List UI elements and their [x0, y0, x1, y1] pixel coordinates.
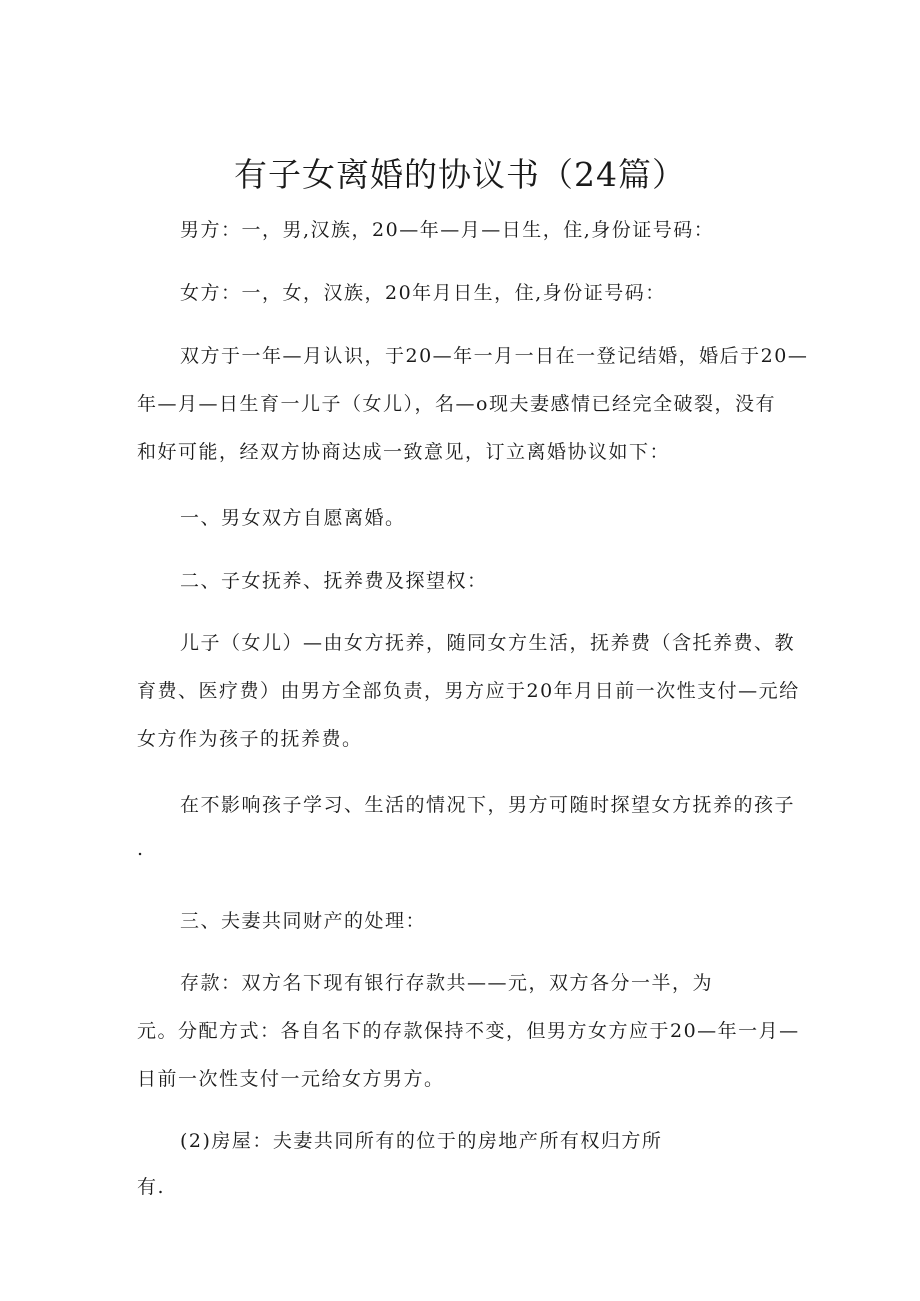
paragraph-female-party: 女方：一，女，汉族，20年月日生，住,身份证号码：: [180, 282, 666, 304]
property-line-1: (2)房屋：夫妻共同所有的位于的房地产所有权归方所: [180, 1130, 663, 1152]
custody-line-2: 育费、医疗费）由男方全部负责，男方应于20年月日前一次性支付—元给: [137, 680, 800, 702]
visitation-line-1: 在不影响孩子学习、生活的情况下，男方可随时探望女方抚养的孩子: [180, 794, 796, 816]
savings-line-3: 日前一次性支付一元给女方男方。: [137, 1068, 445, 1090]
document-title: 有子女离婚的协议书（24篇）: [234, 155, 686, 194]
savings-line-1: 存款：双方名下现有银行存款共——元，双方各分一半，为: [180, 972, 714, 994]
savings-line-2: 元。分配方式：各自名下的存款保持不变，但男方女方应于20—年一月—: [137, 1020, 800, 1042]
property-line-2: 有.: [137, 1176, 166, 1198]
paragraph-male-party: 男方：一，男,汉族，20—年—月—日生，住,身份证号码：: [180, 219, 715, 241]
custody-line-3: 女方作为孩子的抚养费。: [137, 728, 363, 750]
clause-2-heading: 二、子女抚养、抚养费及探望权：: [180, 570, 488, 592]
custody-line-1: 儿子（女儿）—由女方抚养，随同女方生活，抚养费（含托养费、教: [180, 632, 796, 654]
paragraph-intro-line-2: 年—月—日生育一儿子（女儿），名—o现夫妻感情已经完全破裂，没有: [137, 393, 776, 415]
clause-3-heading: 三、夫妻共同财产的处理：: [180, 910, 427, 932]
clause-1-heading: 一、男女双方自愿离婚。: [180, 507, 406, 529]
visitation-line-2: .: [137, 838, 145, 860]
paragraph-intro-line-1: 双方于一年—月认识，于20—年一月一日在一登记结婚，婚后于20—: [180, 345, 809, 367]
paragraph-intro-line-3: 和好可能，经双方协商达成一致意见，订立离婚协议如下：: [137, 441, 671, 463]
